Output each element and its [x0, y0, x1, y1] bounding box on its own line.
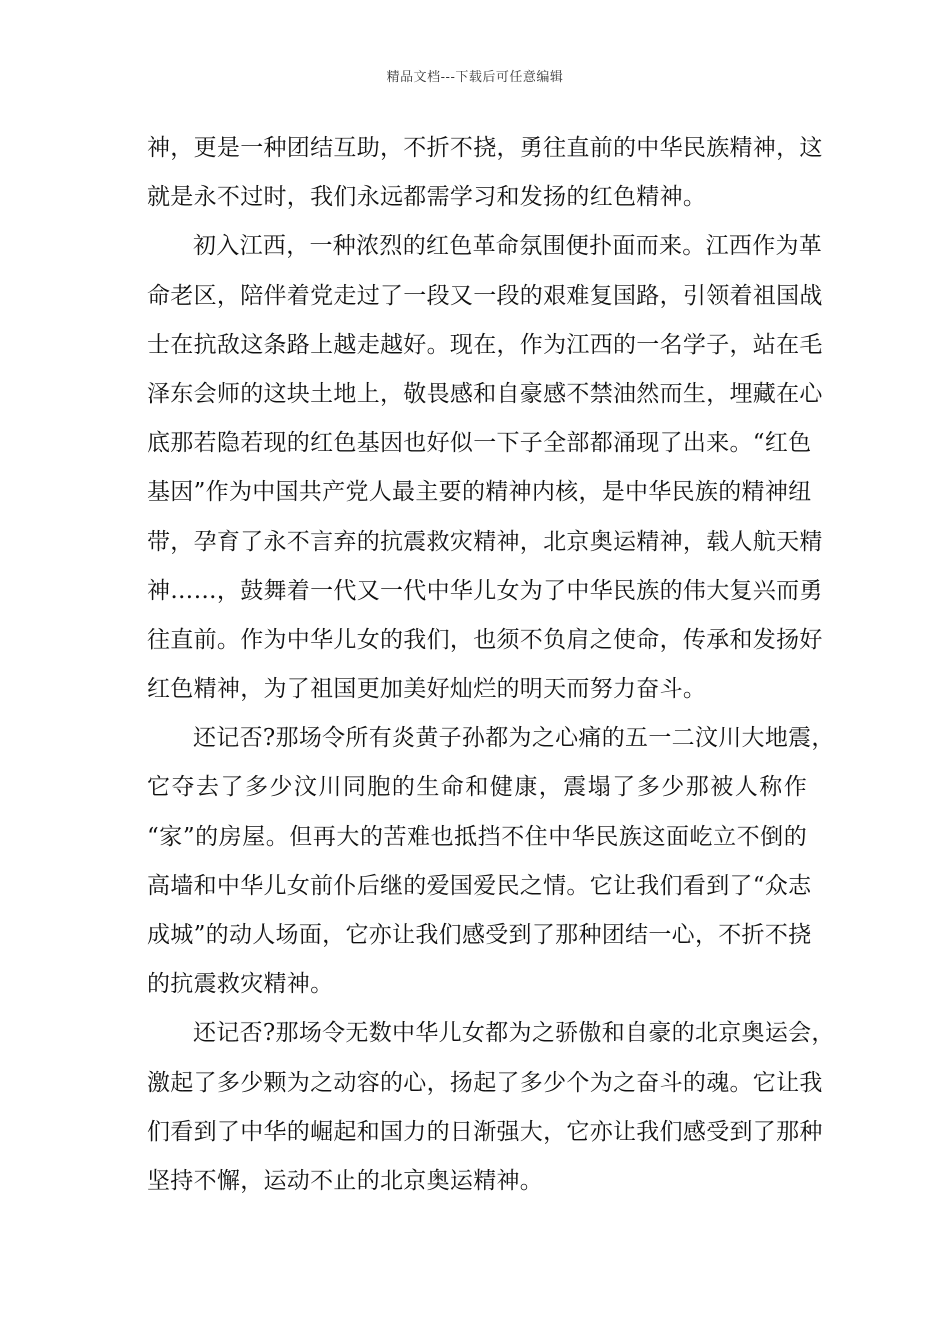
text-line: 红色精神，为了祖国更加美好灿烂的明天而努力奋斗。 — [147, 676, 707, 703]
text-line: 泽东会师的这块土地上，敬畏感和自豪感不禁油然而生，埋藏在心 — [147, 380, 823, 407]
text-line: 士在抗敌这条路上越走越好。现在，作为江西的一名学子，站在毛 — [147, 331, 823, 358]
text-line: 神，更是一种团结互助，不折不挠，勇往直前的中华民族精神，这 — [147, 135, 823, 161]
text-line: 的抗震救灾精神。 — [147, 971, 334, 998]
text-line: 初入江西，一种浓烈的红色革命氛围便扑面而来。江西作为革 — [193, 233, 823, 260]
text-line: 成城”的动人场面，它亦让我们感受到了那种团结一心，不折不挠 — [147, 922, 812, 948]
text-line: 坚持不懈，运动不止的北京奥运精神。 — [147, 1167, 544, 1194]
text-line: 带，孕育了永不言弃的抗震救灾精神，北京奥运精神，载人航天精 — [147, 528, 823, 555]
text-line: 高墙和中华儿女前仆后继的爱国爱民之情。它让我们看到了“众志 — [147, 872, 812, 899]
text-line: 们看到了中华的崛起和国力的日渐强大，它亦让我们感受到了那种 — [147, 1118, 823, 1145]
text-line: “家”的房屋。但再大的苦难也抵挡不住中华民族这面屹立不倒的 — [147, 823, 807, 850]
paragraph-1 — [147, 124, 823, 222]
text-line: 就是永不过时，我们永远都需学习和发扬的红色精神。 — [147, 184, 707, 211]
text-line: 激起了多少颗为之动容的心，扬起了多少个为之奋斗的魂。它让我 — [147, 1069, 823, 1096]
page-header: 精品文档---下载后可任意编辑 — [386, 70, 564, 85]
paragraph-2 — [147, 222, 823, 714]
paragraph-3 — [147, 714, 835, 1009]
text-line: 还记否?那场令无数中华儿女都为之骄傲和自豪的北京奥运会， — [193, 1020, 835, 1047]
text-line: 还记否?那场令所有炎黄子孙都为之心痛的五一二汶川大地震， — [193, 725, 835, 752]
paragraph-4 — [147, 1009, 835, 1206]
text-line: 它夺去了多少汶川同胞的生命和健康，震塌了多少那被人称作 — [147, 774, 807, 801]
text-line: 神……，鼓舞着一代又一代中华儿女为了中华民族的伟大复兴而勇 — [147, 577, 823, 604]
text-line: 往直前。作为中华儿女的我们，也须不负肩之使命，传承和发扬好 — [147, 626, 823, 653]
text-line: 底那若隐若现的红色基因也好似一下子全部都涌现了出来。“红色 — [147, 430, 812, 457]
body-text — [147, 124, 835, 1206]
text-line: 命老区，陪伴着党走过了一段又一段的艰难复国路，引领着祖国战 — [147, 282, 823, 309]
text-line: 基因”作为中国共产党人最主要的精神内核，是中华民族的精神纽 — [147, 479, 812, 506]
